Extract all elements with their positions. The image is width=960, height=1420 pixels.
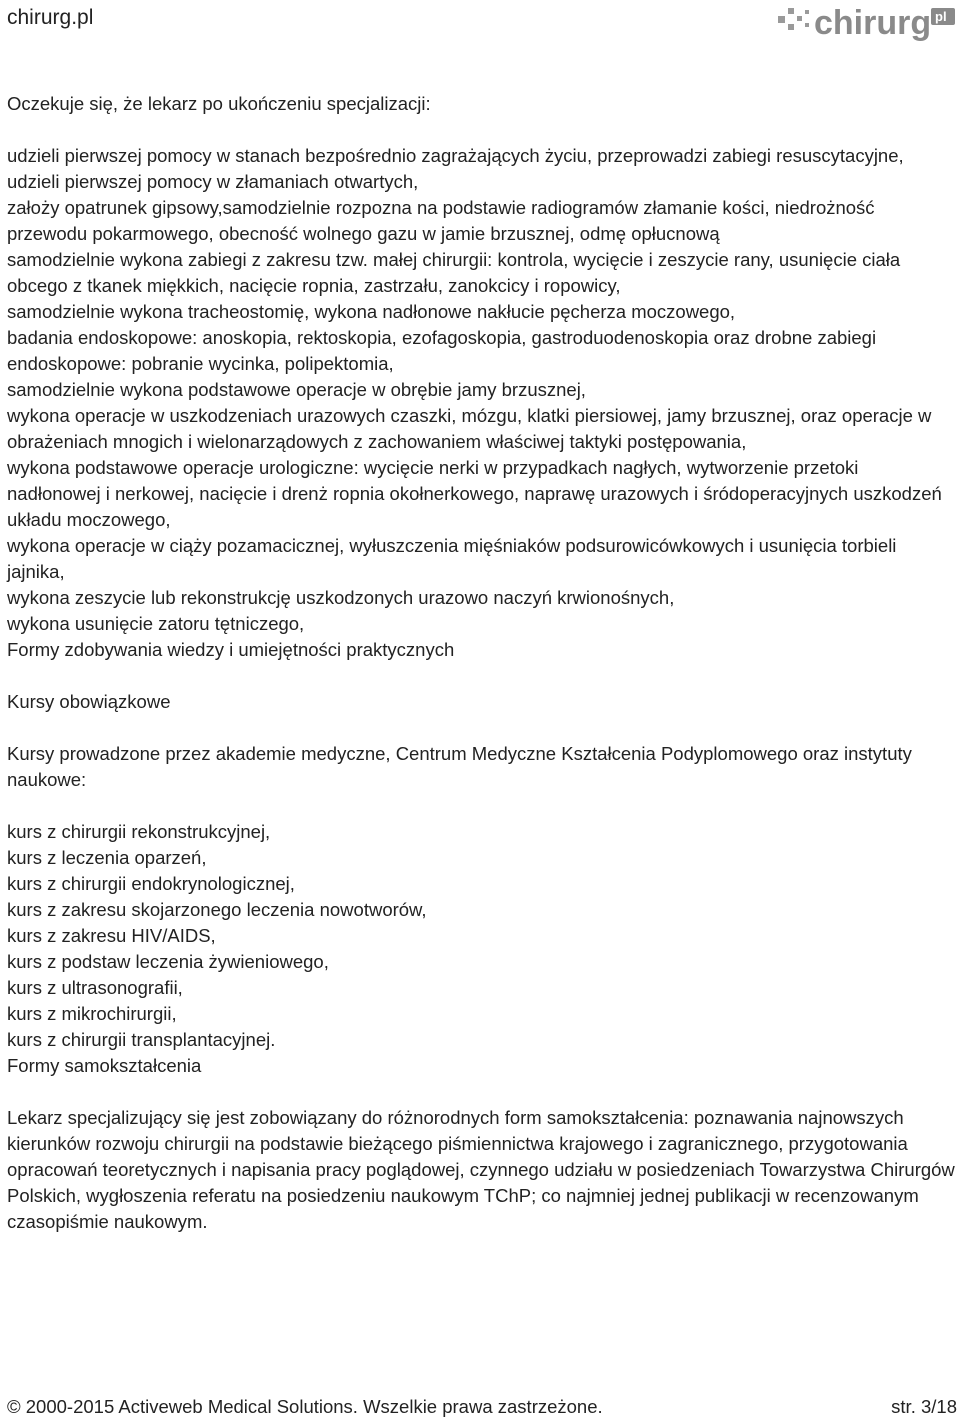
- list-item: założy opatrunek gipsowy,samodzielnie rozpozna na podstawie radiogramów złamanie kości, niedrożność przewodu pokarmowego, obecność wolnego gazu w jamie brzusznej, odmę opłucnową: [7, 197, 875, 244]
- section-heading-self-study: Formy samokształcenia: [7, 1055, 202, 1076]
- self-study-paragraph: Lekarz specjalizujący się jest zobowiązany do różnorodnych form samokształcenia: poznawania najnowszych kierunków rozwoju chirurgii na podstawie bieżącego piśmiennictwa krajowego i zagranicznego, przygotowania opracowań teoretycznych i napisania pracy poglądowej, czynnego udziału w posiedzeniach Towarzystwa Chirurgów Polskich, wygłoszenia referatu na posiedzeniu naukowym TChP; co najmniej jednej publikacji w recenzowanym czasopiśmie naukowym.: [7, 1107, 955, 1232]
- list-item: wykona operacje w ciąży pozamacicznej, wyłuszczenia mięśniaków podsurowicówkowych i usunięcia torbieli jajnika,: [7, 535, 897, 582]
- courses-intro: Kursy prowadzone przez akademie medyczne, Centrum Medyczne Kształcenia Podyplomowego oraz instytuty naukowe:: [7, 743, 912, 790]
- list-item: wykona podstawowe operacje urologiczne: wycięcie nerki w przypadkach nagłych, wytworzenie przetoki nadłonowej i nerkowej, nacięcie i drenż ropnia okołnerkowego, naprawę urazowych i śródoperacyjnych uszkodzeń układu moczowego,: [7, 457, 942, 530]
- list-item: kurs z zakresu HIV/AIDS,: [7, 925, 216, 946]
- list-item: badania endoskopowe: anoskopia, rektoskopia, ezofagoskopia, gastroduodenoskopia oraz drobne zabiegi endoskopowe: pobranie wycinka, polipektomia,: [7, 327, 877, 374]
- page-footer: [7, 1394, 957, 1420]
- list-item: kurs z chirurgii transplantacyjnej.: [7, 1029, 276, 1050]
- copyright-text: © 2000-2015 Activeweb Medical Solutions. Wszelkie prawa zastrzeżone.: [7, 1396, 603, 1417]
- list-item: wykona usunięcie zatoru tętniczego,: [7, 613, 305, 634]
- list-item: samodzielnie wykona zabiegi z zakresu tzw. małej chirurgii: kontrola, wycięcie i zeszycie rany, usunięcie ciała obcego z tkanek miękkich, nacięcie ropnia, zastrzału, zanokcicy i ropowicy,: [7, 249, 901, 296]
- logo-text: chirurg: [814, 4, 932, 42]
- list-item: kurs z chirurgii endokrynologicznej,: [7, 873, 295, 894]
- courses-list: [7, 819, 955, 1053]
- list-item: kurs z leczenia oparzeń,: [7, 847, 207, 868]
- spacer: [7, 1079, 955, 1105]
- chirurg-logo: [776, 2, 958, 44]
- list-item: kurs z chirurgii rekonstrukcyjnej,: [7, 821, 271, 842]
- requirements-list: [7, 143, 955, 637]
- site-name: chirurg.pl: [7, 6, 94, 29]
- logo-suffix: pl: [935, 9, 947, 24]
- list-item: kurs z mikrochirurgii,: [7, 1003, 177, 1024]
- spacer: [7, 663, 955, 689]
- list-item: samodzielnie wykona podstawowe operacje w obrębie jamy brzusznej,: [7, 379, 586, 400]
- main-content: [7, 91, 955, 1235]
- list-item: udzieli pierwszej pomocy w stanach bezpośrednio zagrażających życiu, przeprowadzi zabiegi resuscytacyjne,: [7, 145, 904, 166]
- list-item: udzieli pierwszej pomocy w złamaniach otwartych,: [7, 171, 419, 192]
- section-heading-courses: Kursy obowiązkowe: [7, 691, 171, 712]
- logo-dots-icon: [778, 8, 809, 30]
- spacer: [7, 793, 955, 819]
- intro-text: Oczekuje się, że lekarz po ukończeniu specjalizacji:: [7, 93, 431, 114]
- list-item: kurs z ultrasonografii,: [7, 977, 183, 998]
- list-item: wykona operacje w uszkodzeniach urazowych czaszki, mózgu, klatki piersiowej, jamy brzusznej, oraz operacje w obrażeniach mnogich i wielonarządowych z zachowaniem właściwej taktyki postępowania,: [7, 405, 932, 452]
- spacer: [7, 117, 955, 143]
- list-item: wykona zeszycie lub rekonstrukcję uszkodzonych urazowo naczyń krwionośnych,: [7, 587, 675, 608]
- list-item: samodzielnie wykona tracheostomię, wykona nadłonowe nakłucie pęcherza moczowego,: [7, 301, 736, 322]
- page-header: [0, 0, 960, 50]
- list-item: kurs z zakresu skojarzonego leczenia nowotworów,: [7, 899, 427, 920]
- section-heading-forms: Formy zdobywania wiedzy i umiejętności praktycznych: [7, 639, 455, 660]
- spacer: [7, 715, 955, 741]
- list-item: kurs z podstaw leczenia żywieniowego,: [7, 951, 329, 972]
- page-number: str. 3/18: [891, 1396, 957, 1417]
